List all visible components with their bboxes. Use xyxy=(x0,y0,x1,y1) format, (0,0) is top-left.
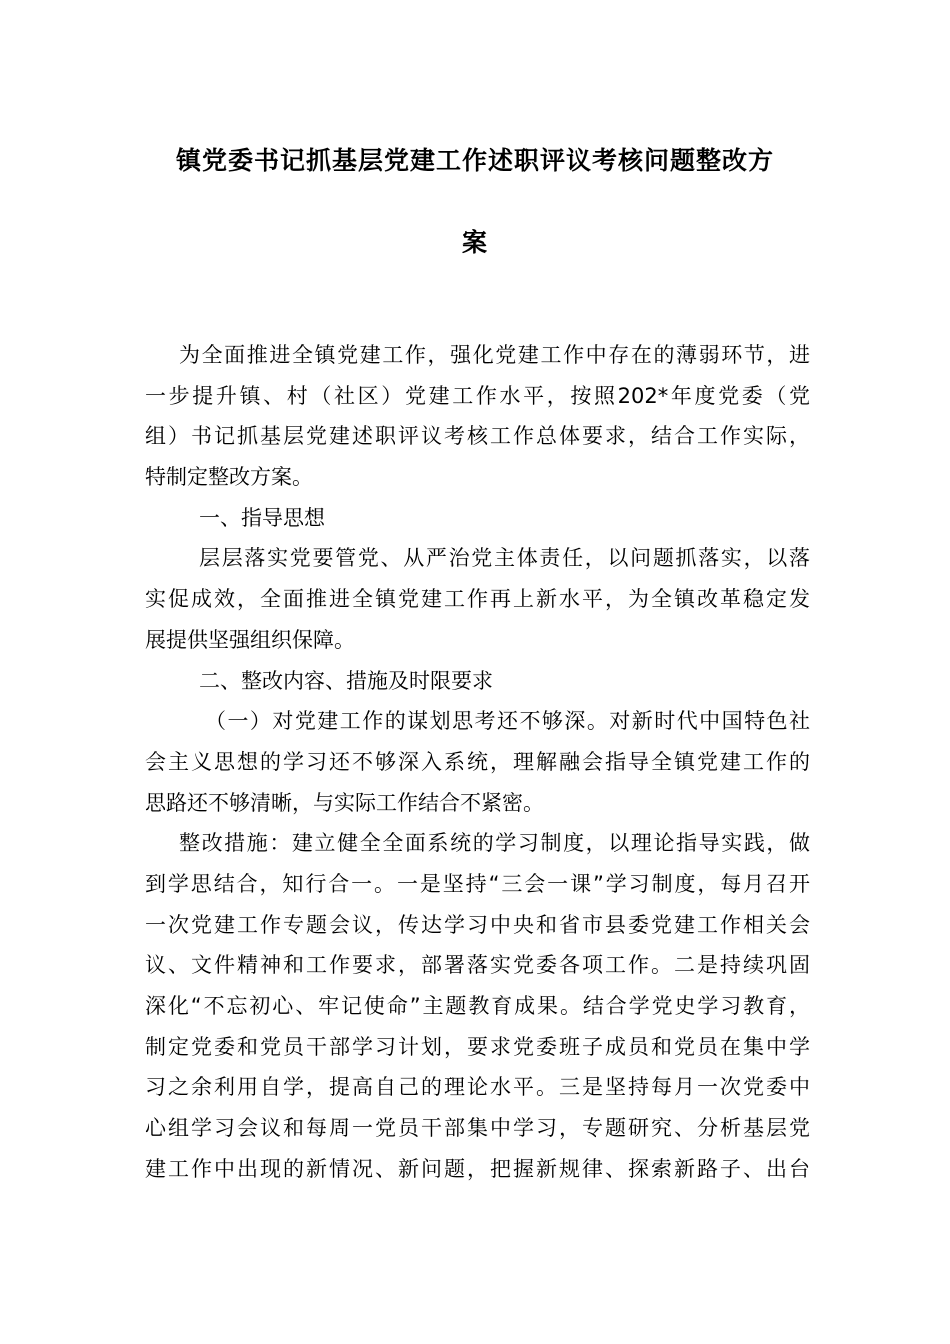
body-line: 特制定整改方案。 xyxy=(145,465,313,490)
document-body xyxy=(145,335,810,1189)
body-line: 一步提升镇、村（社区）党建工作水平，按照202*年度党委（党 xyxy=(145,383,810,408)
body-line: 实促成效，全面推进全镇党建工作再上新水平，为全镇改革稳定发 xyxy=(145,587,810,612)
body-line: 议、文件精神和工作要求，部署落实党委各项工作。二是持续巩固 xyxy=(145,953,810,978)
body-line: 层层落实党要管党、从严治党主体责任，以问题抓落实，以落 xyxy=(199,546,810,571)
body-line: 展提供坚强组织保障。 xyxy=(145,627,355,652)
body-line: 深化“不忘初心、牢记使命”主题教育成果。结合学党史学习教育， xyxy=(145,994,810,1018)
body-line: 会主义思想的学习还不够深入系统，理解融会指导全镇党建工作的 xyxy=(145,749,810,774)
body-line: 建工作中出现的新情况、新问题，把握新规律、探索新路子、出台 xyxy=(145,1156,810,1181)
section-heading-2: 二、整改内容、措施及时限要求 xyxy=(199,668,493,693)
body-line: 到学思结合，知行合一。一是坚持“三会一课”学习制度，每月召开 xyxy=(145,871,810,896)
body-line: 心组学习会议和每周一党员干部集中学习，专题研究、分析基层党 xyxy=(145,1116,810,1141)
body-line: （一）对党建工作的谋划思考还不够深。对新时代中国特色社 xyxy=(205,709,810,734)
body-line: 为全面推进全镇党建工作，强化党建工作中存在的薄弱环节，进 xyxy=(179,343,810,367)
body-line: 一次党建工作专题会议，传达学习中央和省市县委党建工作相关会 xyxy=(145,912,810,937)
body-line: 思路还不够清晰，与实际工作结合不紧密。 xyxy=(145,790,544,815)
section-heading-1: 一、指导思想 xyxy=(199,505,325,530)
body-line: 组）书记抓基层党建述职评议考核工作总体要求，结合工作实际， xyxy=(145,424,810,449)
document-title-line-1: 镇党委书记抓基层党建工作述职评议考核问题整改方 xyxy=(175,146,774,175)
body-line: 制定党委和党员干部学习计划，要求党委班子成员和党员在集中学 xyxy=(145,1034,810,1059)
body-line: 习之余利用自学，提高自己的理论水平。三是坚持每月一次党委中 xyxy=(145,1075,810,1100)
body-line: 整改措施：建立健全全面系统的学习制度，以理论指导实践，做 xyxy=(179,831,810,856)
document-title-line-2: 案 xyxy=(461,228,488,257)
